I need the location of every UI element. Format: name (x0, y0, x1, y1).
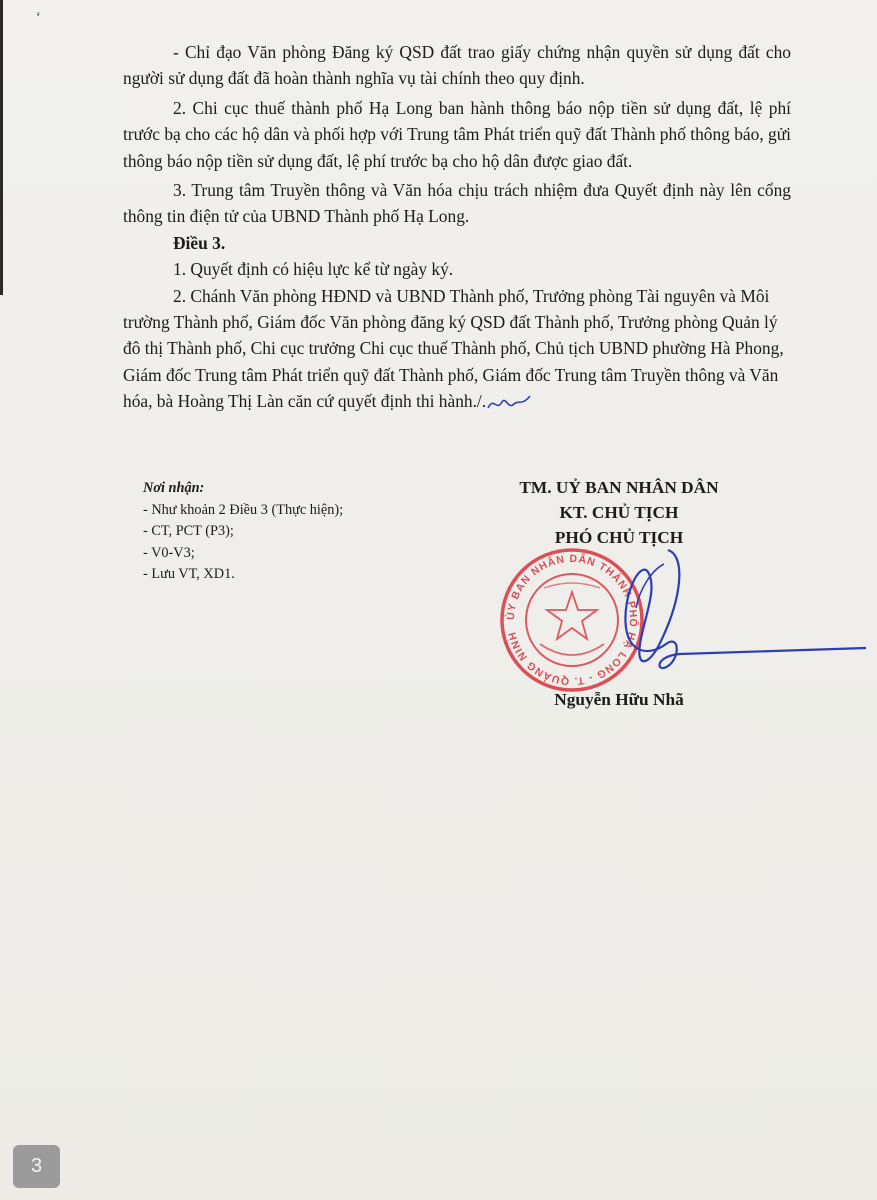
article-3-heading: Điều 3. (173, 232, 226, 253)
paragraph-media-center: 3. Trung tâm Truyền thông và Văn hóa chịu trách nhiệm đưa Quyết định này lên cổng thông tin điện tử của UBND Thành phố Hạ Long. (123, 180, 791, 227)
recipient-item: - Như khoản 2 Điều 3 (Thực hiện); (143, 501, 344, 518)
paragraph-tax-office: 2. Chi cục thuế thành phố Hạ Long ban hành thông báo nộp tiền sử dụng đất, lệ phí trước bạ cho các hộ dân và phối hợp với Trung tâm Phát triển quỹ đất Thành phố thông báo, gửi thông báo nộp tiền sử dụng đất, lệ phí trước bạ cho hộ dân được giao đất. (123, 97, 791, 171)
signature-line-committee: TM. UỶ BAN NHÂN DÂN (519, 478, 719, 497)
seal-and-signature (490, 548, 870, 698)
handwritten-signature-icon (625, 550, 866, 668)
initial-mark-icon (486, 392, 532, 414)
paragraph-execution-text: 2. Chánh Văn phòng HĐND và UBND Thành phố, Trưởng phòng Tài nguyên và Môi trường Thành phố, Giám đốc Văn phòng đăng ký QSD đất Thành phố, Trưởng phòng Quản lý đô thị Thành phố, Chi cục trưởng Chi cục thuế Thành phố, Chủ tịch UBND phường Hà Phong, Giám đốc Trung tâm Phát triển quỹ đất Thành phố, Giám đốc Trung tâm Truyền thông và Văn hóa, bà Hoàng Thị Làn căn cứ quyết định thi hành./. (123, 285, 784, 412)
document-body (123, 39, 791, 415)
scan-edge-shadow (0, 0, 3, 295)
scan-mark: ‘ (36, 10, 41, 25)
signature-line-acting: KT. CHỦ TỊCH (559, 503, 679, 522)
signer-name: Nguyễn Hữu Nhã (554, 690, 684, 709)
seal-text: ỦY BAN NHÂN DÂN THÀNH PHỐ HẠ LONG - T. QUẢNG NINH (504, 552, 640, 688)
recipients-list (143, 500, 463, 586)
paragraph-effective: 1. Quyết định có hiệu lực kể từ ngày ký. (173, 259, 454, 280)
signature-line-vice-chair: PHÓ CHỦ TỊCH (554, 528, 684, 547)
paragraph-directive: - Chỉ đạo Văn phòng Đăng ký QSD đất trao giấy chứng nhận quyền sử dụng đất cho người sử dụng đất đã hoàn thành nghĩa vụ tài chính theo quy định. (123, 42, 791, 89)
recipient-item: - Lưu VT, XD1. (143, 566, 235, 582)
red-seal-icon (502, 550, 642, 690)
recipients-title: Nơi nhận: (143, 480, 205, 496)
paragraph-execution (123, 283, 791, 415)
signature-title-block (480, 475, 758, 550)
recipient-item: - CT, PCT (P3); (143, 523, 234, 539)
recipients-block (143, 478, 463, 586)
page-number-badge[interactable]: 3 (13, 1145, 60, 1188)
recipient-item: - V0-V3; (143, 544, 195, 561)
